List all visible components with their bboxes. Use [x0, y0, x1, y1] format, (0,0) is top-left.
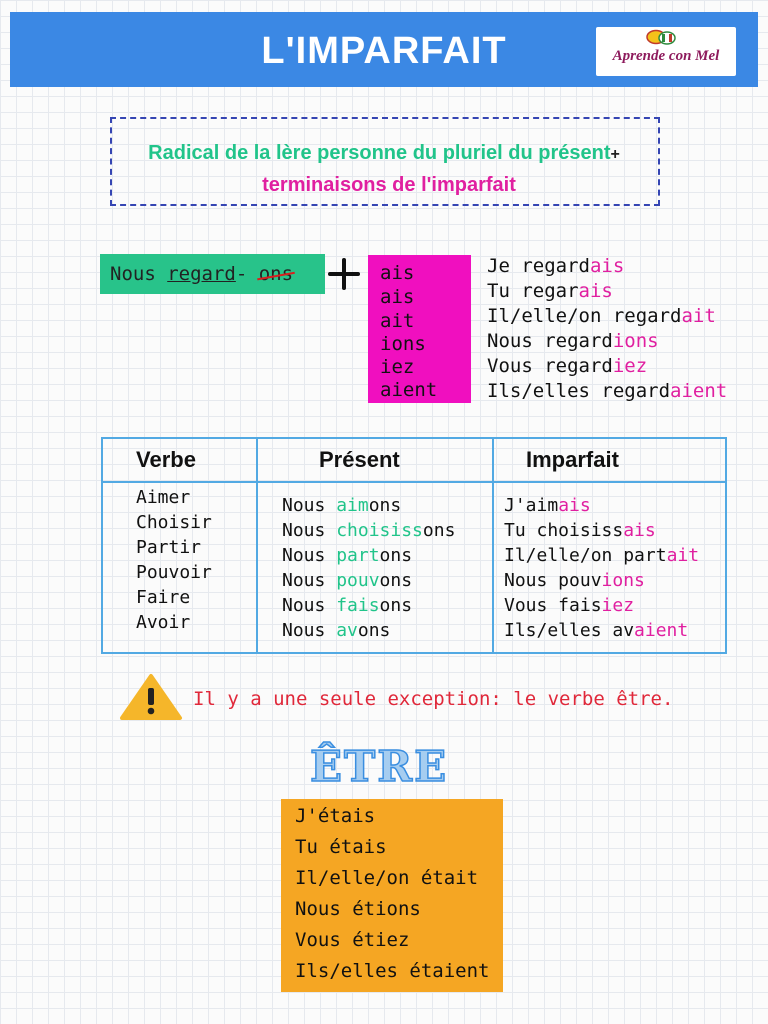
- conjugation-line: [487, 330, 659, 352]
- present-cell: [282, 620, 390, 641]
- imparfait-base: Vous fais: [504, 595, 602, 616]
- conjugation-base: Je regard: [487, 255, 590, 277]
- present-ending: ons: [357, 620, 391, 641]
- logo-text: Aprende con Mel: [612, 48, 720, 64]
- conjugation-line: [487, 355, 647, 377]
- struck-ending: ons: [258, 263, 294, 285]
- imparfait-cell: [504, 620, 688, 641]
- table-divider: [492, 439, 494, 652]
- conjugation-line: [487, 305, 716, 327]
- verb-cell: Avoir: [136, 612, 191, 633]
- conjugation-line: [487, 380, 727, 402]
- ending-item: aient: [380, 379, 438, 401]
- etre-line: Vous étiez: [295, 929, 410, 951]
- ending-item: ions: [380, 333, 426, 355]
- present-subject: Nous: [282, 545, 337, 566]
- stem-nous: Nous: [110, 263, 168, 285]
- rule-line-2: terminaisons de l'imparfait: [262, 174, 516, 196]
- verb-cell: Partir: [136, 537, 202, 558]
- header-imparfait: Imparfait: [526, 447, 619, 472]
- present-ending: ons: [422, 520, 456, 541]
- present-stem: choisiss: [336, 520, 423, 541]
- imparfait-ending: ais: [623, 520, 656, 541]
- present-subject: Nous: [282, 520, 337, 541]
- imparfait-ending: ais: [558, 495, 591, 516]
- verb-cell: Pouvoir: [136, 562, 212, 583]
- verb-cell: Faire: [136, 587, 191, 608]
- present-stem: fais: [336, 595, 380, 616]
- conjugation-ending: ions: [612, 330, 659, 352]
- present-ending: ons: [368, 495, 402, 516]
- endings-box: [368, 255, 471, 403]
- imparfait-ending: ions: [601, 570, 645, 591]
- stem-radical: regard: [167, 263, 236, 285]
- header-verbe: Verbe: [136, 447, 196, 472]
- verb-cell: Aimer: [136, 487, 191, 508]
- conjugation-base: Vous regard: [487, 355, 613, 377]
- header-present: Présent: [319, 447, 400, 472]
- conjugation-ending: ait: [681, 305, 716, 327]
- present-subject: Nous: [282, 620, 337, 641]
- page-title: L'IMPARFAIT: [261, 30, 507, 72]
- imparfait-cell: [504, 520, 656, 541]
- verb-cell: Choisir: [136, 512, 212, 533]
- etre-line: Il/elle/on était: [295, 867, 479, 889]
- etre-box: [281, 799, 503, 992]
- ending-item: ais: [380, 286, 415, 308]
- imparfait-cell: [504, 595, 634, 616]
- present-stem: av: [336, 620, 358, 641]
- ending-item: iez: [380, 356, 415, 378]
- present-subject: Nous: [282, 495, 337, 516]
- conjugation-ending: iez: [612, 355, 648, 377]
- etre-line: Tu étais: [295, 836, 387, 858]
- conjugation-line: [487, 255, 624, 277]
- warning-icon: [119, 673, 183, 721]
- imparfait-base: Tu choisiss: [504, 520, 624, 541]
- conjugation-ending: ais: [578, 280, 613, 302]
- present-stem: pouv: [336, 570, 380, 591]
- present-cell: [282, 545, 412, 566]
- imparfait-base: Il/elle/on part: [504, 545, 667, 566]
- present-cell: [282, 520, 455, 541]
- imparfait-cell: [504, 545, 699, 566]
- conjugation-base: Tu regar: [487, 280, 579, 302]
- etre-line: Nous étions: [295, 898, 421, 920]
- imparfait-ending: aient: [634, 620, 689, 641]
- verb-table: [101, 437, 727, 654]
- stem-dash: -: [235, 263, 259, 285]
- present-subject: Nous: [282, 570, 337, 591]
- stem-box: [100, 254, 325, 294]
- rule-line-1: [0, 142, 768, 165]
- rule-line-1-text: Radical de la lère personne du pluriel du présent: [148, 142, 611, 164]
- conjugation-base: Nous regard: [487, 330, 613, 352]
- present-subject: Nous: [282, 595, 337, 616]
- imparfait-cell: [504, 495, 591, 516]
- present-cell: [282, 595, 412, 616]
- imparfait-base: Nous pouv: [504, 570, 602, 591]
- present-cell: [282, 495, 401, 516]
- etre-line: Ils/elles étaient: [295, 960, 490, 982]
- conjugation-ending: ais: [589, 255, 625, 277]
- imparfait-base: J'aim: [504, 495, 559, 516]
- logo: [596, 27, 736, 76]
- rule-plus: +: [610, 146, 620, 163]
- etre-title: ÊTRE: [310, 742, 449, 791]
- exception-text: Il y a une seule exception: le verbe être.: [193, 688, 674, 710]
- present-cell: [282, 570, 412, 591]
- flags-chat-icon: [646, 29, 676, 47]
- ending-item: ait: [380, 310, 415, 332]
- imparfait-base: Ils/elles av: [504, 620, 635, 641]
- present-stem: aim: [336, 495, 369, 516]
- present-ending: ons: [379, 595, 413, 616]
- conjugation-base: Ils/elles regard: [487, 380, 671, 402]
- ending-item: ais: [380, 262, 415, 284]
- conjugation-base: Il/elle/on regard: [487, 305, 682, 327]
- present-ending: ons: [379, 570, 413, 591]
- imparfait-ending: ait: [666, 545, 700, 566]
- imparfait-cell: [504, 570, 645, 591]
- table-divider: [256, 439, 258, 652]
- conjugation-line: [487, 280, 613, 302]
- plus-icon: [327, 257, 361, 291]
- conjugation-ending: aient: [670, 380, 728, 402]
- present-stem: part: [336, 545, 380, 566]
- etre-line: J'étais: [295, 805, 376, 827]
- present-ending: ons: [379, 545, 413, 566]
- table-header-divider: [103, 481, 725, 483]
- imparfait-ending: iez: [601, 595, 635, 616]
- stem-text: [110, 263, 293, 285]
